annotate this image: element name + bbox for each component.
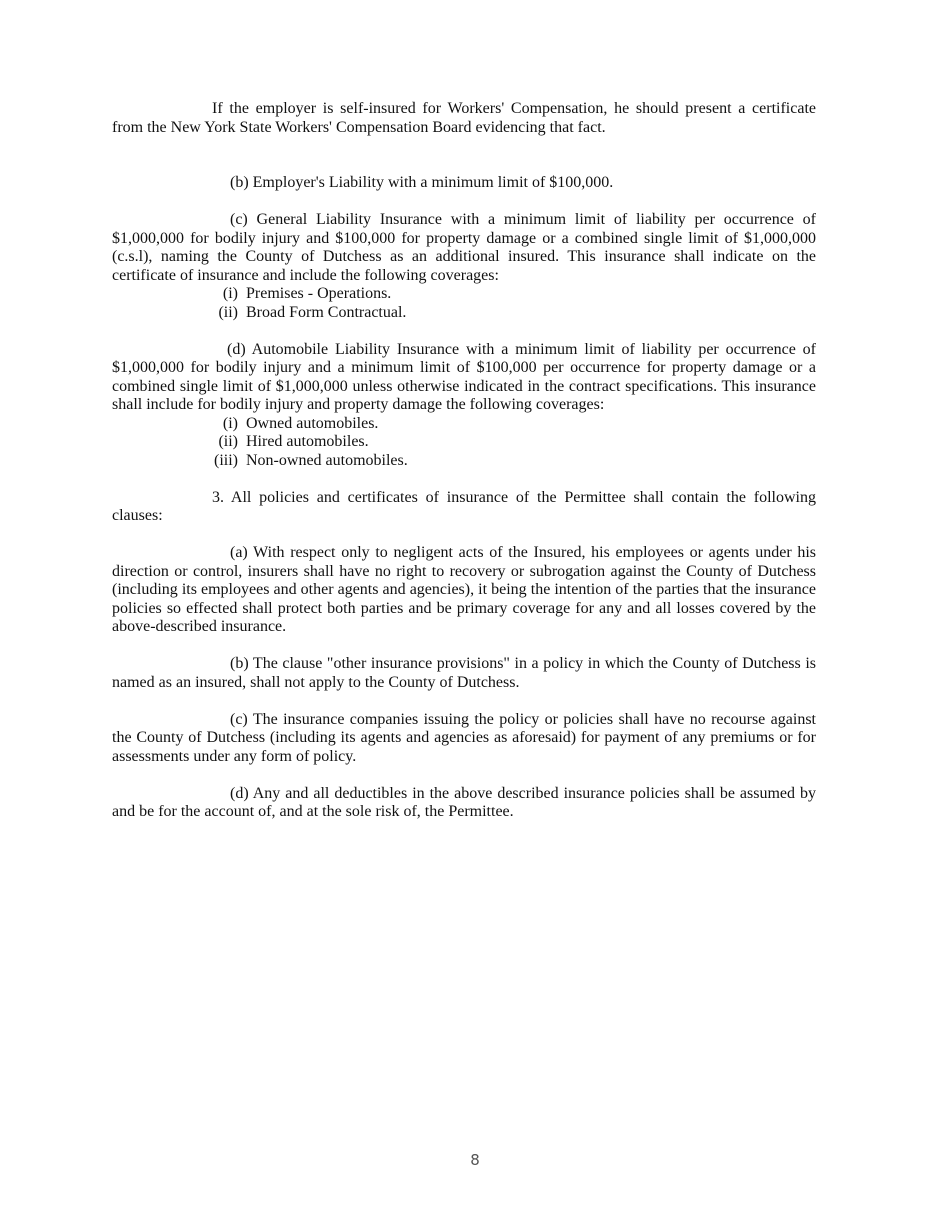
document-body <box>112 100 816 822</box>
list-item <box>112 433 816 452</box>
automobile-coverage-list <box>112 415 816 471</box>
page-number: 8 <box>470 1151 480 1169</box>
list-item-text: Non-owned automobiles. <box>246 451 408 469</box>
list-item-number: (ii) <box>218 303 238 321</box>
clause-c-paragraph: (c) The insurance companies issuing the policy or policies shall have no recourse against the County of Dutchess (including its agents and agencies as aforesaid) for payment of any premiums or for assessments under any form of policy. <box>112 710 816 765</box>
list-item-number: (i) <box>222 285 238 302</box>
list-item-number: (ii) <box>218 433 238 450</box>
self-insured-paragraph: If the employer is self-insured for Workers' Compensation, he should present a certificate from the New York State Workers' Compensation Board evidencing that fact. <box>112 100 816 136</box>
general-liability-paragraph: (c) General Liability Insurance with a minimum limit of liability per occurrence of $1,000,000 for bodily injury and $100,000 for property damage or a combined single limit of $1,000,000 (c.s.l), naming the County of Dutchess as an additional insured. This insurance shall indicate on the certificate of insurance and include the following coverages: <box>112 211 816 284</box>
list-item-text: Hired automobiles. <box>246 433 369 450</box>
section-3-heading-tail: clauses: <box>112 507 163 524</box>
list-item <box>112 304 816 323</box>
employers-liability-paragraph: (b) Employer's Liability with a minimum limit of $100,000. <box>230 174 614 191</box>
clause-b-paragraph: (b) The clause "other insurance provisions" in a policy in which the County of Dutchess is named as an insured, shall not apply to the County of Dutchess. <box>112 655 816 691</box>
clause-d-paragraph: (d) Any and all deductibles in the above described insurance policies shall be assumed by and be for the account of, and at the sole risk of, the Permittee. <box>112 784 816 820</box>
list-item-text: Premises - Operations. <box>246 285 392 302</box>
list-item-text: Owned automobiles. <box>246 414 379 432</box>
list-item <box>112 285 816 304</box>
list-item-number: (i) <box>222 414 238 432</box>
automobile-liability-paragraph: (d) Automobile Liability Insurance with a minimum limit of liability per occurrence of $1,000,000 for bodily injury and a minimum limit of $100,000 per occurrence for property damage or a combined single limit of $1,000,000 unless otherwise indicated in the contract specifications. This insurance shall include for bodily injury and property damage the following coverages: <box>112 340 816 413</box>
clause-a-paragraph: (a) With respect only to negligent acts of the Insured, his employees or agents under his direction or control, insurers shall have no right to recovery or subrogation against the County of Dutchess (including its employees and other agents and agencies), it being the intention of the parties that the insurance policies so effected shall protect both parties and be primary coverage for any and all losses covered by the above-described insurance. <box>112 544 816 635</box>
list-item <box>112 415 816 434</box>
list-item-text: Broad Form Contractual. <box>246 303 407 321</box>
general-liability-coverage-list <box>112 285 816 322</box>
list-item <box>112 452 816 471</box>
section-3-heading-line: 3. All policies and certificates of insurance of the Permittee shall contain the following <box>212 488 816 506</box>
list-item-number: (iii) <box>214 451 238 469</box>
